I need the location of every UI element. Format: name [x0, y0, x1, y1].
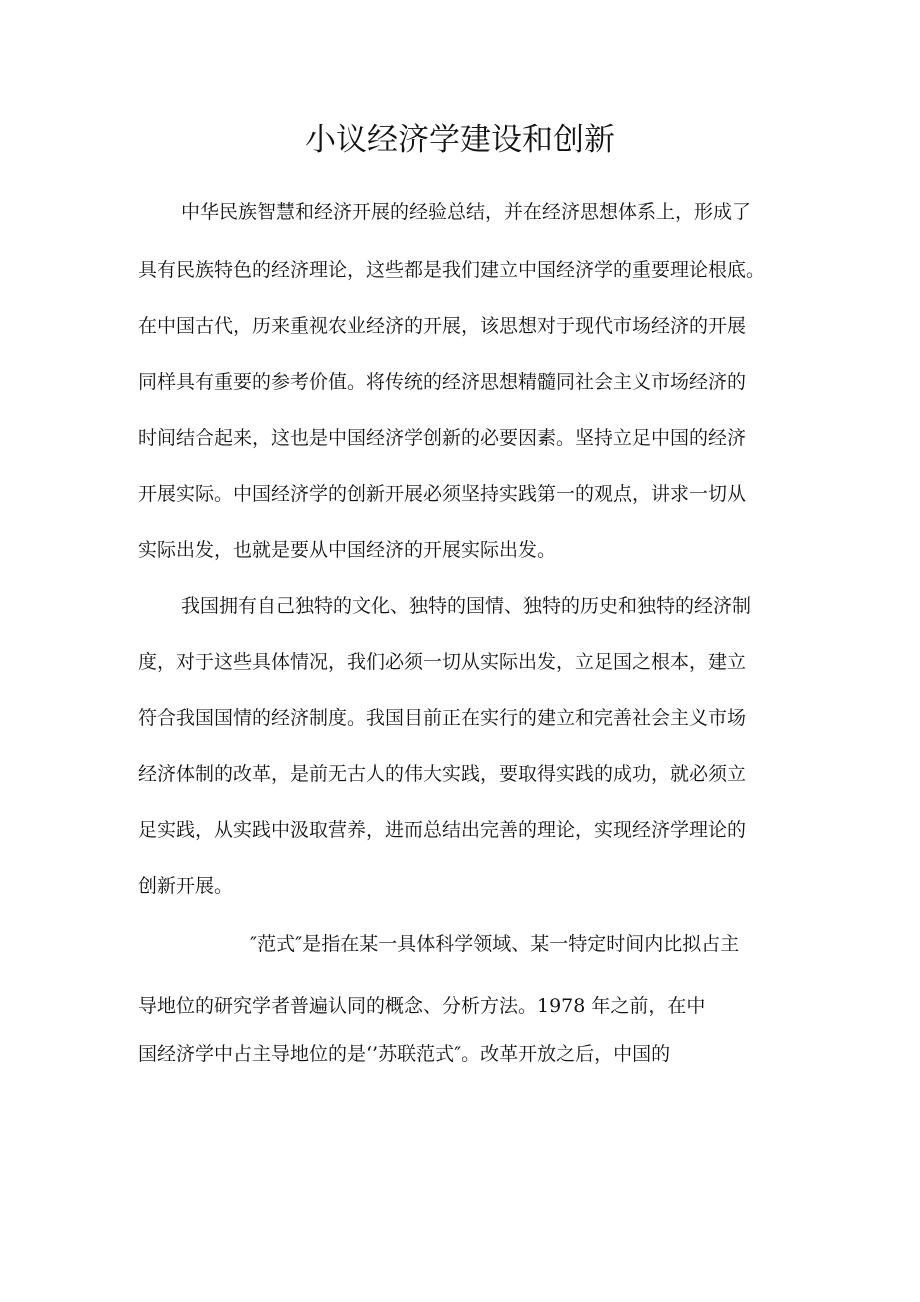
text-line: 创新开展。: [138, 875, 234, 897]
text-line: 我国拥有自己独特的文化、独特的国情、独特的历史和独特的经济制: [181, 595, 752, 617]
text-line: 开展实际。中国经济学的创新开展必须坚持实践第一的观点，讲求一切从: [138, 483, 747, 505]
text-line: 导地位的研究学者普遍认同的概念、分析方法。1978 年之前，在中: [138, 995, 706, 1017]
text-line: 具有民族特色的经济理论，这些都是我们建立中国经济学的重要理论根底。: [138, 259, 766, 281]
text-line: 中华民族智慧和经济开展的经验总结，并在经济思想体系上，形成了: [181, 201, 752, 223]
page-title: 小议经济学建设和创新: [305, 122, 615, 158]
text-line: 经济体制的改革，是前无古人的伟大实践，要取得实践的成功，就必须立: [138, 763, 747, 785]
text-line: 在中国古代，历来重视农业经济的开展，该思想对于现代市场经济的开展: [138, 315, 747, 337]
text-line: 实际出发，也就是要从中国经济的开展实际出发。: [138, 539, 557, 561]
text-line: 时间结合起来，这也是中国经济学创新的必要因素。坚持立足中国的经济: [138, 427, 747, 449]
text-line: 度，对于这些具体情况，我们必须一切从实际出发，立足国之根本，建立: [138, 651, 747, 673]
text-line: 符合我国国情的经济制度。我国目前正在实行的建立和完善社会主义市场: [138, 707, 747, 729]
text-line: 足实践，从实践中汲取营养，进而总结出完善的理论，实现经济学理论的: [138, 819, 747, 841]
text-line: 同样具有重要的参考价值。将传统的经济思想精髓同社会主义市场经济的: [138, 371, 747, 393]
text-line: 国经济学中占主导地位的是‘’苏联范式″。改革开放之后，中国的: [138, 1043, 671, 1065]
text-line: ″范式″是指在某一具体科学领域、某一特定时间内比拟占主: [250, 933, 740, 955]
